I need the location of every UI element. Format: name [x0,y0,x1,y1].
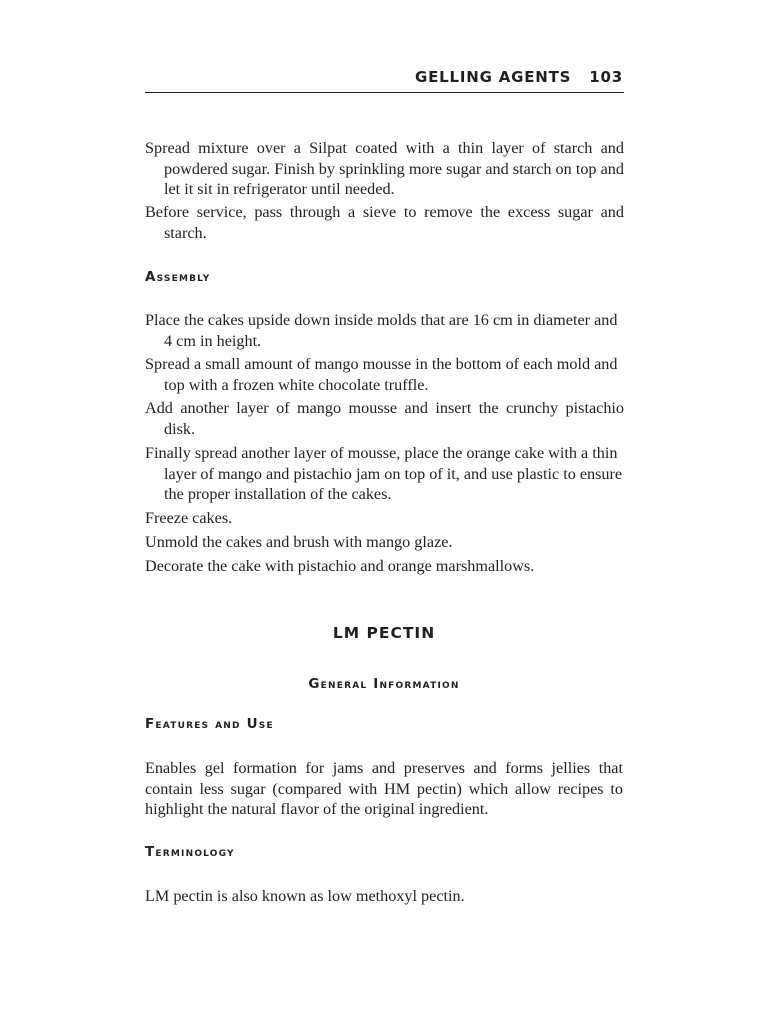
assembly-step: Place the cakes upside down inside molds that are 16 cm in diameter and 4 cm in height. [145,311,618,350]
features-and-use-heading: Features and Use [145,716,274,732]
assembly-step: Spread a small amount of mango mousse in the bottom of each mold and top with a frozen white chocolate truffle. [145,355,618,394]
assembly-step: Finally spread another layer of mousse, place the orange cake with a thin layer of mango and pistachio jam on top of it, and use plastic to ensure the proper installation of the cakes. [145,444,623,503]
assembly-step: Unmold the cakes and brush with mango glaze. [145,533,453,551]
lm-pectin-title: LM PECTIN [332,624,436,642]
header-section-title: GELLING AGENTS [414,68,572,86]
header-rule [145,92,624,93]
features-and-use-text: Enables gel formation for jams and preserves and forms jellies that contain less sugar (compared with HM pectin) which allow recipes to highlight the natural flavor of the original ingredient. [145,759,623,818]
terminology-text: LM pectin is also known as low methoxyl pectin. [145,887,465,905]
assembly-step: Freeze cakes. [145,509,233,527]
intro-paragraph-1: Spread mixture over a Silpat coated with a thin layer of starch and powdered sugar. Finish by sprinkling more sugar and starch on top and let it sit in refrigerator until needed. [145,139,624,198]
assembly-step: Add another layer of mango mousse and insert the crunchy pistachio disk. [145,399,624,438]
page-number: 103 [589,68,623,86]
terminology-heading: Terminology [145,844,235,860]
assembly-heading: Assembly [145,269,211,285]
running-header [145,68,623,86]
general-information-heading: General Information [308,676,460,692]
intro-paragraph-2: Before service, pass through a sieve to remove the excess sugar and starch. [145,203,624,242]
assembly-step: Decorate the cake with pistachio and orange marshmallows. [145,557,535,575]
